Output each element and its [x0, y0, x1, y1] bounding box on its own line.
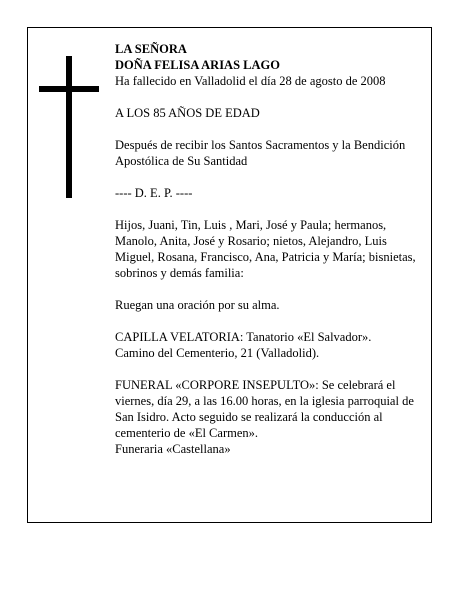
cross-icon — [39, 56, 99, 198]
funeral-paragraph: FUNERAL «CORPORE INSEPULTO»: Se celebrará el viernes, día 29, a las 16.00 horas, en la iglesia parroquial de San Isidro. Acto seguido se realizará la conducción al cementerio de «El Carmen». — [115, 378, 414, 440]
family-paragraph: Hijos, Juani, Tin, Luis , Mari, José y Paula; hermanos, Manolo, Anita, José y Rosario; nietos, Alejandro, Luis Miguel, Rosana, Francisco, Ana, Patricia y María; bisnietas, sobrinos y demás familia: — [115, 218, 416, 280]
age-line: A LOS 85 AÑOS DE EDAD — [115, 106, 260, 120]
prayer-request: Ruegan una oración por su alma. — [115, 298, 280, 312]
cross-horizontal-bar — [39, 86, 99, 92]
death-announcement: Ha fallecido en Valladolid el día 28 de agosto de 2008 — [115, 74, 386, 88]
notice-body — [115, 41, 427, 457]
funeral-home: Funeraria «Castellana» — [115, 442, 231, 456]
title-honorific: LA SEÑORA — [115, 42, 187, 56]
chapel-address: Camino del Cementerio, 21 (Valladolid). — [115, 346, 320, 360]
obituary-notice — [27, 27, 432, 523]
chapel-line: CAPILLA VELATORIA: Tanatorio «El Salvador». — [115, 330, 372, 344]
sacraments-paragraph: Después de recibir los Santos Sacramentos y la Bendición Apostólica de Su Santidad — [115, 138, 406, 168]
dep-line: ---- D. E. P. ---- — [115, 186, 193, 200]
cross-vertical-bar — [66, 56, 72, 198]
deceased-name: DOÑA FELISA ARIAS LAGO — [115, 58, 280, 72]
